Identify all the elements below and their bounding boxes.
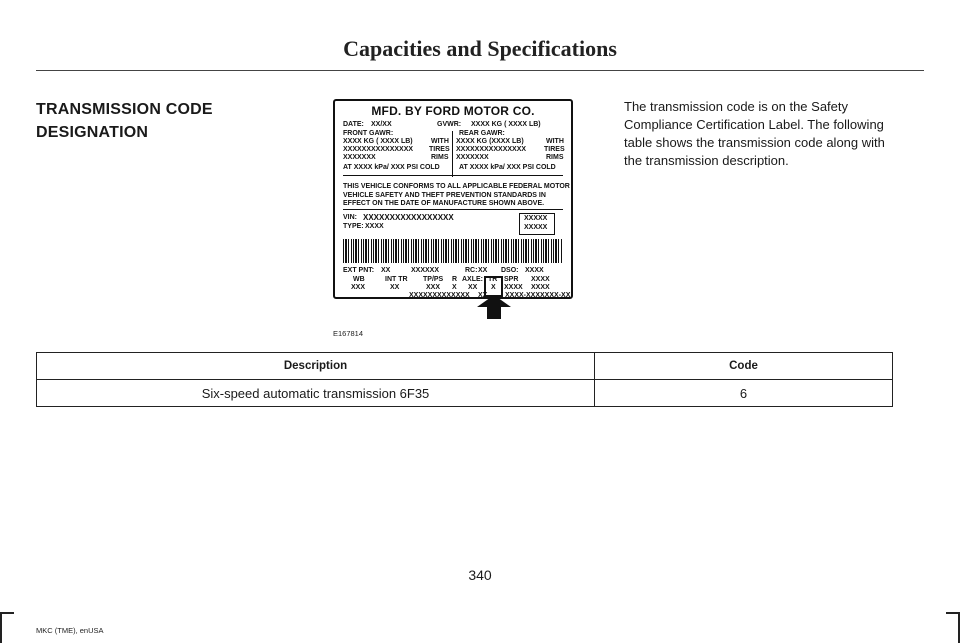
section-heading-line-1: TRANSMISSION CODE: [36, 101, 213, 118]
label-front-weight: XXXX KG ( XXXX LB): [343, 138, 413, 145]
intro-paragraph: The transmission code is on the Safety Compliance Certification Label. The following table shows the transmission code along with the transmission description.: [624, 99, 885, 168]
label-int-tr: INT TR: [385, 276, 408, 283]
table-row: [37, 380, 893, 407]
arrow-up-icon: [477, 295, 511, 319]
label-vin-value: XXXXXXXXXXXXXXXXX: [363, 213, 454, 222]
label-axle-value: XX: [468, 284, 478, 291]
page-number: 340: [468, 567, 492, 583]
label-wb-value: XXX: [351, 284, 366, 291]
label-tr: TR: [488, 276, 498, 283]
label-wb: WB: [353, 276, 365, 283]
label-front-tires-word: TIRES: [429, 146, 450, 153]
label-tp-ps-value: XXX: [426, 284, 441, 291]
label-vin: VIN:: [343, 214, 357, 221]
label-rear-gawr: REAR GAWR:: [459, 130, 505, 137]
label-type-value: XXXX: [365, 223, 384, 230]
label-rear-tires: XXXXXXXXXXXXXXX: [456, 146, 527, 153]
label-ext-pnt-code: XXXXXX: [411, 267, 440, 274]
footer-document-code: MKC (TME), enUSA: [36, 626, 104, 635]
table-cell-code: 6: [595, 380, 893, 407]
label-r: R: [452, 276, 458, 283]
section-heading: [36, 98, 213, 144]
label-ext-pnt: EXT PNT:: [343, 267, 375, 274]
label-code-box-line-1: XXXXX: [524, 215, 548, 222]
crop-mark-right-horizontal: [946, 612, 960, 614]
table-header-row: [37, 353, 893, 380]
label-gvwr: GVWR:: [437, 121, 462, 128]
section-heading-line-2: DESIGNATION: [36, 124, 149, 141]
label-front-rims: XXXXXXX: [343, 154, 376, 161]
label-spr-code: XXXX: [531, 276, 550, 283]
label-rear-with: WITH: [546, 138, 564, 145]
figure-id: E167814: [333, 329, 364, 338]
label-certification-text: [343, 183, 570, 209]
label-front-gawr: FRONT GAWR:: [343, 130, 394, 137]
label-bottom-right-code: XXXX-XXXXXXX-XX: [505, 292, 571, 299]
label-code-box-line-2: XXXXX: [524, 224, 548, 231]
label-rear-tires-word: TIRES: [544, 146, 565, 153]
label-rear-rims: XXXXXXX: [456, 154, 489, 161]
label-manufacturer: MFD. BY FORD MOTOR CO.: [371, 104, 535, 118]
label-cert-line-1: THIS VEHICLE CONFORMS TO ALL APPLICABLE FEDERAL MOTOR: [343, 183, 570, 190]
label-cert-line-3: EFFECT ON THE DATE OF MANUFACTURE SHOWN ABOVE.: [343, 200, 545, 207]
label-int-tr-value: XX: [390, 284, 400, 291]
label-bottom-code: XXXXXXXXXXXXX: [409, 292, 470, 299]
label-dso: DSO:: [501, 267, 519, 274]
label-type: TYPE:: [343, 223, 364, 230]
label-r-value: X: [452, 284, 457, 291]
table-header-code: Code: [595, 353, 893, 380]
table-cell-description: Six-speed automatic transmission 6F35: [37, 380, 595, 407]
label-spr: SPR: [504, 276, 519, 283]
transmission-code-table: [36, 352, 893, 407]
label-gvwr-value: XXXX KG ( XXXX LB): [471, 121, 541, 128]
label-spr-value: XXXX: [504, 284, 523, 291]
safety-compliance-label: [333, 99, 573, 299]
label-date: DATE:: [343, 121, 364, 128]
label-code-box: [519, 213, 555, 235]
label-rear-pressure: AT XXXX kPa/ XXX PSI COLD: [459, 164, 556, 171]
page-header-title: Capacities and Specifications: [343, 36, 617, 61]
crop-mark-left: [0, 612, 2, 643]
label-column-divider: [452, 131, 453, 177]
label-cert-line-2: VEHICLE SAFETY AND THEFT PREVENTION STANDARDS IN: [343, 191, 546, 199]
label-rear-rims-word: RIMS: [546, 154, 564, 161]
label-divider-1: [343, 175, 563, 176]
crop-mark-left-horizontal: [0, 612, 14, 614]
label-rc: RC:: [465, 267, 478, 274]
transmission-code-highlight-box: [484, 276, 503, 297]
label-divider-2: [343, 209, 563, 210]
label-front-rims-word: RIMS: [431, 154, 449, 161]
label-rear-weight: XXXX KG (XXXX LB): [456, 138, 524, 145]
table-header-description: Description: [37, 353, 595, 380]
label-tr-value: X: [491, 284, 496, 291]
label-ext-pnt-value: XX: [381, 267, 391, 274]
label-dso-value: XXXX: [525, 267, 544, 274]
label-front-tires: XXXXXXXXXXXXXXX: [343, 146, 414, 153]
label-front-pressure: AT XXXX kPa/ XXX PSI COLD: [343, 164, 440, 171]
label-front-with: WITH: [431, 138, 449, 145]
header-divider: [36, 70, 924, 71]
label-date-value: XX/XX: [371, 121, 392, 128]
label-barcode: [343, 239, 563, 263]
label-spr-value-2: XXXX: [531, 284, 550, 291]
certification-label-figure: [333, 99, 573, 322]
label-axle: AXLE:: [462, 276, 483, 283]
label-rc-value: XX: [478, 267, 488, 274]
label-bottom-xx: XX: [478, 292, 488, 299]
label-tp-ps: TP/PS: [423, 276, 444, 283]
